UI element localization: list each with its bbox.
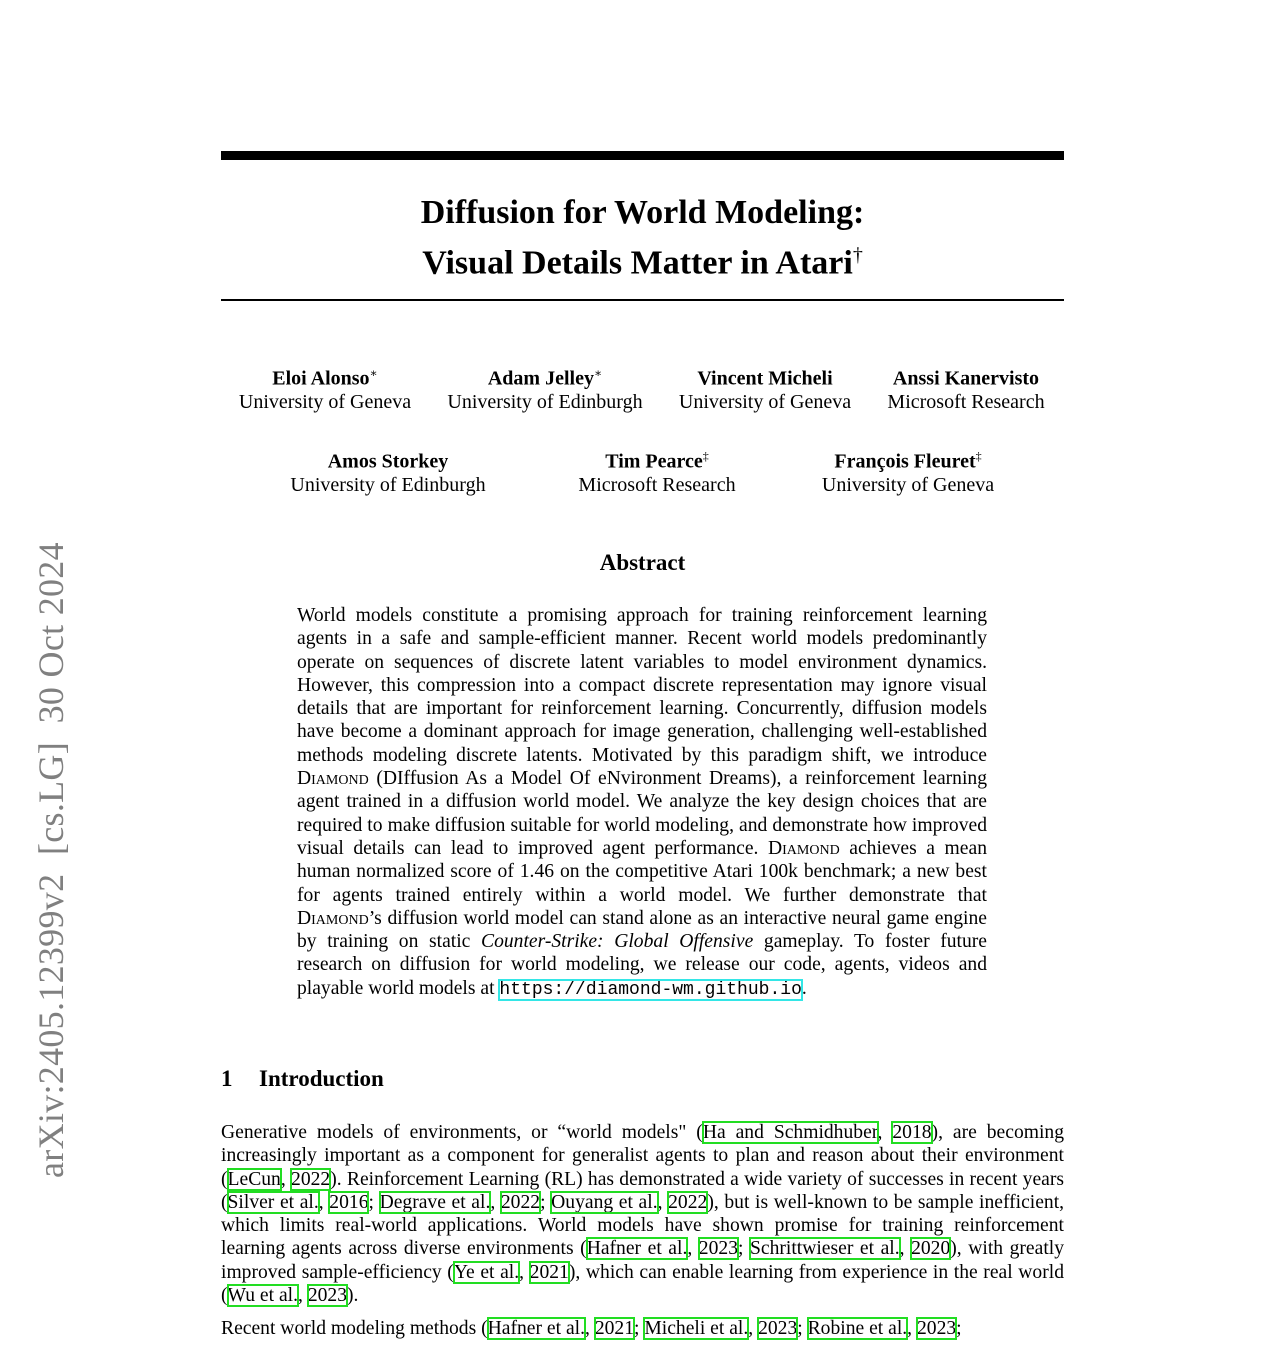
author-name: Eloi Alonso bbox=[272, 367, 370, 390]
citation-link[interactable]: 2022 bbox=[500, 1191, 541, 1213]
abstract-heading: Abstract bbox=[599, 550, 686, 575]
italic-text: Counter-Strike: Global Offensive bbox=[481, 931, 754, 953]
citation-link[interactable]: Schrittwieser et al. bbox=[749, 1238, 900, 1260]
author-name: Amos Storkey bbox=[327, 450, 449, 473]
author-name: Tim Pearce bbox=[605, 450, 703, 473]
text-run: Recent world modeling methods ( bbox=[221, 1318, 488, 1340]
author-affiliation: University of Geneva bbox=[238, 390, 412, 413]
author-footnote-mark: ∗ bbox=[369, 366, 378, 380]
citation-link[interactable]: 2016 bbox=[329, 1191, 369, 1213]
text-run: World models constitute a promising approach for training reinforcement learning agents in a safe and sample-efficient manner. Recent world models predominantly operate on sequences of discrete latent variables to model environment dynamics. However, this compression into a compact discrete representation may ignore visual details that are important for reinforcement learning. Concurrently, diffusion models have become a dominant approach for image generation, challenging well-established methods modeling discrete latents. Motivated by this paradigm shift, we introduce bbox=[297, 605, 987, 766]
author-block bbox=[679, 362, 851, 414]
title-top-rule bbox=[221, 151, 1064, 160]
citation-link[interactable]: 2020 bbox=[911, 1238, 951, 1260]
text-run: , bbox=[657, 1191, 669, 1213]
introduction-body bbox=[221, 1121, 1064, 1351]
author-affiliation: Microsoft Research bbox=[887, 390, 1045, 413]
section-heading bbox=[221, 1066, 384, 1092]
author-name: François Fleuret bbox=[834, 450, 976, 473]
text-run: , bbox=[748, 1318, 759, 1340]
text-run: , bbox=[490, 1191, 501, 1213]
title-footnote-mark: † bbox=[852, 244, 863, 266]
citation-link[interactable]: LeCun bbox=[227, 1168, 281, 1190]
citation-link[interactable]: Degrave et al. bbox=[379, 1191, 491, 1213]
text-run: Generative models of environments, or “world models" ( bbox=[221, 1122, 703, 1143]
paper-title bbox=[221, 192, 1064, 284]
paragraph bbox=[221, 1121, 1064, 1307]
citation-link[interactable]: 2021 bbox=[529, 1261, 569, 1283]
text-run: , bbox=[519, 1261, 530, 1283]
paragraph bbox=[221, 1317, 1064, 1340]
text-run: ), but is well-known to be sample inefficient, which limits real-world applications. World models have shown promise for training reinforcement learning agents across diverse environments ( bbox=[221, 1191, 1065, 1260]
author-footnote-mark: ∗ bbox=[593, 366, 603, 380]
section-number: 1 bbox=[221, 1066, 233, 1091]
text-run: ), with greatly improved sample-efficiency ( bbox=[221, 1238, 1065, 1283]
text-run: , bbox=[318, 1191, 330, 1213]
author-footnote-mark: ‡ bbox=[702, 449, 709, 463]
citation-link[interactable]: 2023 bbox=[698, 1238, 738, 1260]
text-run: ; bbox=[368, 1191, 380, 1213]
citation-link[interactable]: Ha and Schmidhuber bbox=[702, 1122, 878, 1143]
author-block bbox=[447, 362, 642, 414]
arxiv-identifier: arXiv:2405.12399v2 [cs.LG] 30 Oct 2024 bbox=[31, 542, 71, 1178]
citation-link[interactable]: 2018 bbox=[892, 1122, 932, 1143]
project-url-link[interactable]: https://diamond-wm.github.io bbox=[499, 979, 802, 1000]
title-line-2 bbox=[221, 234, 1064, 284]
method-name: Diamond bbox=[297, 768, 369, 790]
title-bottom-rule bbox=[221, 299, 1064, 301]
text-run: ). Reinforcement Learning (RL) has demonstrated a wide variety of successes in recent years ( bbox=[221, 1168, 1064, 1213]
title-line-1: Diffusion for World Modeling: bbox=[420, 194, 865, 231]
author-block bbox=[822, 445, 994, 497]
citation-link[interactable]: 2023 bbox=[916, 1318, 957, 1340]
text-run: , bbox=[280, 1168, 292, 1190]
text-run: ; bbox=[956, 1318, 962, 1340]
author-affiliation: University of Edinburgh bbox=[290, 473, 486, 496]
citation-link[interactable]: Robine et al. bbox=[807, 1318, 908, 1340]
text-run: ), which can enable learning from experience in the real world ( bbox=[221, 1261, 1064, 1307]
citation-link[interactable]: 2023 bbox=[758, 1318, 798, 1340]
text-run: ; bbox=[737, 1238, 750, 1260]
text-run: ; bbox=[634, 1318, 645, 1340]
author-block bbox=[887, 362, 1044, 414]
author-block bbox=[290, 445, 485, 497]
method-name: Diamond bbox=[768, 837, 840, 859]
author-block bbox=[239, 362, 411, 414]
text-run: , bbox=[899, 1238, 912, 1260]
author-affiliation: University of Edinburgh bbox=[447, 390, 643, 413]
text-run: . bbox=[801, 977, 807, 999]
method-name: Diamond bbox=[297, 907, 369, 929]
citation-link[interactable]: Wu et al. bbox=[227, 1285, 299, 1307]
text-run: , bbox=[687, 1238, 699, 1260]
author-affiliation: Microsoft Research bbox=[578, 473, 736, 496]
text-run: achieves a mean human normalized score of 1.46 on the competitive Atari 100k benchmark; a new best for agents trained entirely within a world model. We further demonstrate that bbox=[297, 837, 987, 906]
citation-link[interactable]: Micheli et al. bbox=[644, 1318, 749, 1340]
abstract-body bbox=[297, 604, 987, 1002]
text-run: ), are becoming increasingly important as a component for generalist agents to plan and reason about their environment ( bbox=[221, 1122, 1065, 1190]
citation-link[interactable]: Ye et al. bbox=[453, 1261, 520, 1283]
text-run: , bbox=[907, 1318, 917, 1340]
citation-link[interactable]: 2022 bbox=[291, 1168, 331, 1190]
author-name: Adam Jelley bbox=[487, 367, 594, 390]
author-footnote-mark: ‡ bbox=[975, 449, 982, 463]
title-line-2-text: Visual Details Matter in Atari bbox=[422, 244, 853, 282]
citation-link[interactable]: Hafner et al. bbox=[586, 1238, 688, 1260]
text-run: ’s diffusion world model can stand alone as an interactive neural game engine by training on static bbox=[297, 907, 987, 953]
citation-link[interactable]: Silver et al. bbox=[227, 1191, 319, 1213]
section-title: Introduction bbox=[259, 1066, 384, 1091]
text-run: , bbox=[585, 1318, 595, 1340]
citation-link[interactable]: Ouyang et al. bbox=[551, 1191, 658, 1213]
text-run: , bbox=[298, 1285, 308, 1307]
author-block bbox=[578, 445, 735, 497]
text-run: ; bbox=[540, 1191, 552, 1213]
author-affiliation: University of Geneva bbox=[678, 390, 852, 413]
text-run: ). bbox=[347, 1285, 359, 1307]
citation-link[interactable]: 2021 bbox=[594, 1318, 634, 1340]
text-run: , bbox=[877, 1122, 893, 1143]
author-affiliation: University of Geneva bbox=[821, 473, 995, 496]
text-run: gameplay. To foster future research on diffusion for world modeling, we release our code, agents, videos and playable world models at bbox=[297, 931, 988, 999]
citation-link[interactable]: 2022 bbox=[668, 1191, 708, 1213]
citation-link[interactable]: 2023 bbox=[307, 1285, 347, 1307]
text-run: ; bbox=[797, 1318, 808, 1340]
author-name: Anssi Kanervisto bbox=[892, 367, 1040, 390]
citation-link[interactable]: Hafner et al. bbox=[487, 1318, 586, 1340]
author-name: Vincent Micheli bbox=[697, 367, 833, 390]
text-run: (DIffusion As a Model Of eNvironment Dreams), a reinforcement learning agent trained in a diffusion world model. We analyze the key design choices that are required to make diffusion suitable for world modeling, and demonstrate how improved visual details can lead to improved agent performance. bbox=[297, 768, 987, 859]
